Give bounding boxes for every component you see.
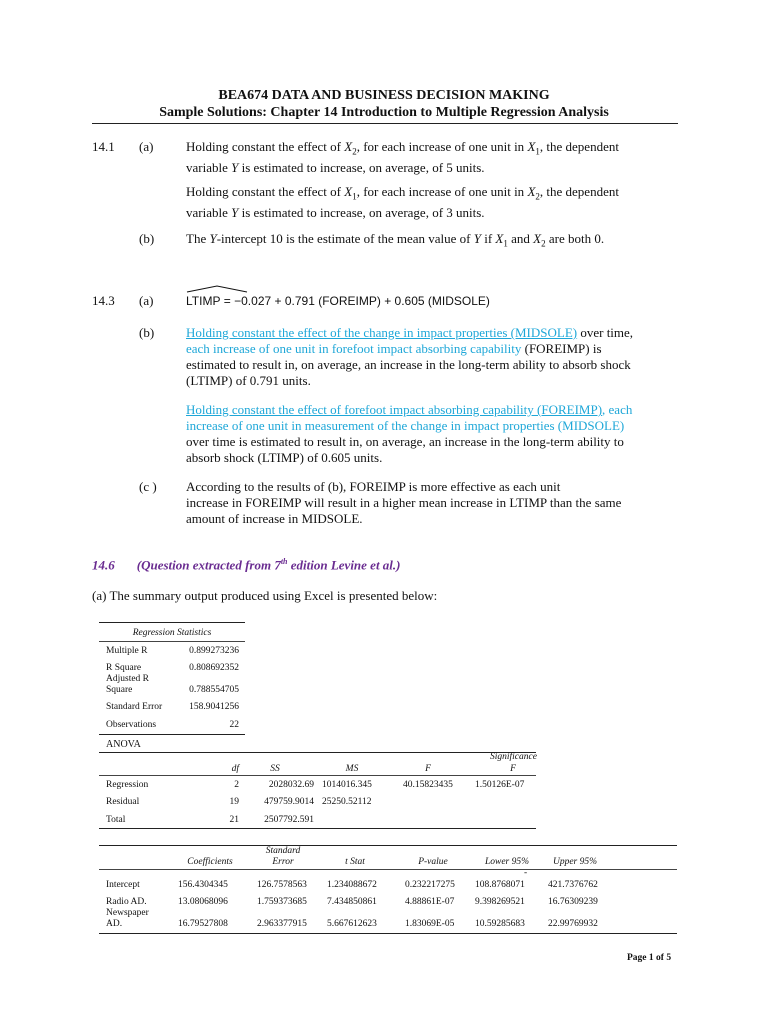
q14-1-b-label: (b) bbox=[139, 231, 155, 246]
coef-bottom-rule bbox=[99, 933, 677, 934]
coef-row-label-line2: AD. bbox=[106, 919, 123, 929]
anova-cell: 1.50126E-07 bbox=[475, 780, 525, 790]
coef-row-label: Newspaper bbox=[106, 908, 149, 918]
regstats-label-adjusted-r: Adjusted R bbox=[106, 674, 150, 684]
coef-header-coefficients: Coefficients bbox=[187, 857, 233, 867]
coef-header-standard: Standard bbox=[265, 846, 301, 856]
coef-top-rule bbox=[99, 845, 677, 846]
coef-cell: 9.398269521 bbox=[475, 897, 525, 907]
anova-header-df: df bbox=[231, 764, 239, 774]
regstats-value-adjusted-r-square: 0.788554705 bbox=[189, 685, 239, 695]
header-rule bbox=[92, 123, 678, 124]
anova-cell: 2 bbox=[234, 780, 239, 790]
coef-header-upper-95: Upper 95% bbox=[552, 857, 598, 867]
regstats-label-r-square: R Square bbox=[106, 663, 142, 673]
coef-cell: 108.8768071 bbox=[475, 880, 525, 890]
anova-header-ss: SS bbox=[270, 764, 280, 774]
q14-6-heading: 14.6 (Question extracted from 7th edition Levine et al.) bbox=[92, 557, 401, 573]
regstats-title: Regression Statistics bbox=[132, 628, 212, 638]
anova-header-significance-f: F bbox=[510, 764, 516, 774]
anova-cell: 40.15823435 bbox=[403, 780, 453, 790]
regstats-label-standard-error: Standard Error bbox=[106, 702, 163, 712]
anova-row-label: Regression bbox=[106, 780, 149, 790]
q14-3-b-para2: Holding constant the effect of forefoot impact absorbing capability (FOREIMP), each increase of one unit in measurement of the change in impact properties (MIDSOLE) over time is estimated to result in, on average, an increase in the long-term ability to absorb shock (LTIMP) of 0.605 units. bbox=[186, 402, 633, 465]
coef-row-label: Intercept bbox=[106, 880, 140, 890]
coef-cell: 5.667612623 bbox=[327, 919, 377, 929]
page-number: Page 1 of 5 bbox=[627, 953, 672, 963]
hat-icon bbox=[186, 285, 248, 293]
document-subtitle: Sample Solutions: Chapter 14 Introduction to Multiple Regression Analysis bbox=[159, 105, 609, 120]
anova-cell: 2028032.69 bbox=[268, 780, 314, 790]
coef-row-label: Radio AD. bbox=[106, 897, 147, 907]
coef-cell: 421.7376762 bbox=[548, 880, 598, 890]
regstats-bottom-rule bbox=[99, 734, 245, 735]
coef-header-p-value: P-value bbox=[418, 857, 448, 867]
regstats-label-multiple-r: Multiple R bbox=[106, 646, 148, 656]
regstats-value-r-square: 0.808692352 bbox=[189, 663, 239, 673]
coef-cell: 10.59285683 bbox=[475, 919, 525, 929]
anova-top-rule bbox=[99, 752, 536, 753]
anova-cell: 19 bbox=[229, 797, 239, 807]
anova-header-ms: MS bbox=[345, 764, 359, 774]
coef-cell: 1.234088672 bbox=[327, 880, 377, 890]
anova-bottom-rule bbox=[99, 828, 536, 829]
regstats-value-standard-error: 158.9041256 bbox=[189, 702, 239, 712]
anova-row-label: Total bbox=[106, 815, 126, 825]
q14-3-a-label: (a) bbox=[139, 293, 154, 308]
coef-cell: 156.4304345 bbox=[178, 880, 228, 890]
q14-1-a-para2: Holding constant the effect of $X_1$, for each increase of one unit in $X_2$, the dependent variable Y is estimated to increase, on average, of 3 units. bbox=[186, 184, 619, 220]
q14-3-c-text: According to the results of (b), FOREIMP is more effective as each unit increase in FOREIMP will result in a higher mean increase in LTIMP than the same amount of increase in MIDSOLE. bbox=[186, 479, 622, 526]
q14-3-number: 14.3 bbox=[92, 293, 115, 308]
coef-header-lower-95: Lower 95% bbox=[484, 857, 530, 867]
coef-cell: 126.7578563 bbox=[257, 880, 307, 890]
coef-cell: 1.759373685 bbox=[257, 897, 307, 907]
coef-cell: 1.83069E-05 bbox=[405, 919, 455, 929]
anova-cell: 479759.9014 bbox=[264, 797, 314, 807]
q14-3-c-label: (c ) bbox=[139, 479, 157, 494]
regstats-value-observations: 22 bbox=[229, 720, 239, 730]
coef-cell: 4.88861E-07 bbox=[405, 897, 455, 907]
q14-6-a-text: (a) The summary output produced using Excel is presented below: bbox=[92, 588, 438, 603]
q14-1-b-text: The Y-intercept 10 is the estimate of the mean value of Y if $X_1$ and $X_2$ are both 0. bbox=[186, 231, 605, 249]
q14-1-a-label: (a) bbox=[139, 139, 154, 154]
regstats-label-square: Square bbox=[106, 685, 133, 695]
coef-cell: 16.79527808 bbox=[178, 919, 228, 929]
regstats-label-observations: Observations bbox=[106, 720, 157, 730]
coef-cell: 13.08068096 bbox=[178, 897, 228, 907]
anova-title: ANOVA bbox=[106, 739, 141, 750]
coef-header-rule bbox=[99, 869, 677, 870]
coef-cell: 2.963377915 bbox=[257, 919, 307, 929]
coef-minus-sign: - bbox=[524, 868, 528, 878]
anova-row-label: Residual bbox=[106, 797, 140, 807]
anova-cell: 25250.52112 bbox=[322, 797, 372, 807]
anova-cell: 2507792.591 bbox=[264, 815, 314, 825]
regstats-top-rule bbox=[99, 622, 245, 623]
anova-header-f: F bbox=[425, 764, 431, 774]
anova-cell: 21 bbox=[229, 815, 239, 825]
coef-header-error: Error bbox=[272, 857, 294, 867]
coef-cell: 7.434850861 bbox=[327, 897, 377, 907]
regstats-value-multiple-r: 0.899273236 bbox=[189, 646, 239, 656]
anova-cell: 1014016.345 bbox=[322, 780, 372, 790]
anova-header-significance: Significance bbox=[490, 752, 537, 762]
coef-header-t-stat: t Stat bbox=[345, 857, 365, 867]
coef-cell: 22.99769932 bbox=[548, 919, 598, 929]
coef-cell: 0.232217275 bbox=[405, 880, 455, 890]
anova-header-rule bbox=[99, 775, 536, 776]
coef-cell: 16.76309239 bbox=[548, 897, 598, 907]
q14-1-a-para1: Holding constant the effect of $X_2$, for each increase of one unit in $X_1$, the dependent variable Y is estimated to increase, on average, of 5 units. bbox=[186, 139, 619, 175]
document-title: BEA674 DATA AND BUSINESS DECISION MAKING bbox=[218, 88, 550, 103]
regstats-title-rule bbox=[99, 641, 245, 642]
q14-1-number: 14.1 bbox=[92, 139, 115, 154]
q14-3-b-label: (b) bbox=[139, 325, 155, 340]
q14-3-b-para1: Holding constant the effect of the change in impact properties (MIDSOLE) over time, each increase of one unit in forefoot impact absorbing capability (FOREIMP) is estimated to result in, on average, an increase in the long-term ability to absorb shock (LTIMP) of 0.791 units. bbox=[186, 325, 634, 388]
q14-3-regression-equation: LTIMP = −0.027 + 0.791 (FOREIMP) + 0.605 (MIDSOLE) bbox=[186, 293, 490, 309]
